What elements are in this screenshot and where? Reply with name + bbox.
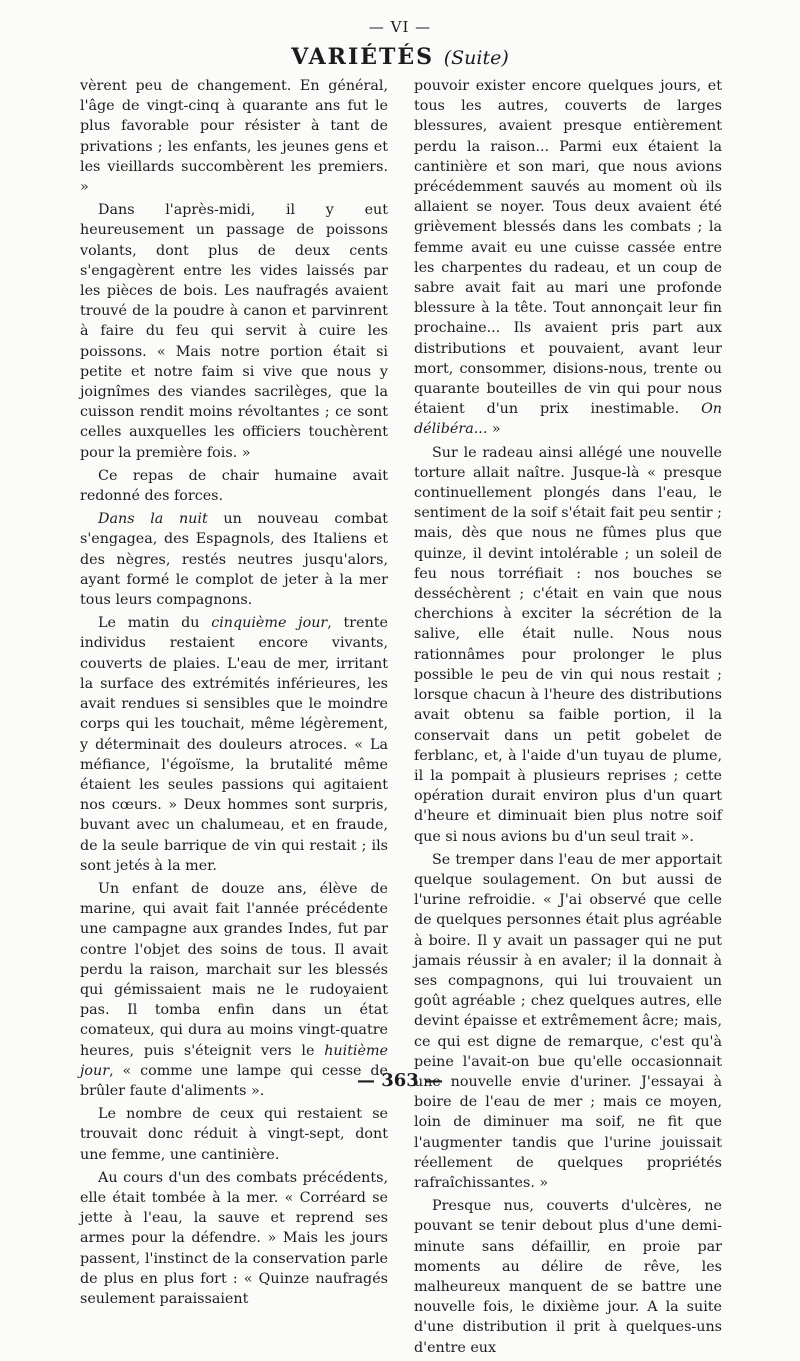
paragraph: Au cours d'un des combats précédents, elle était tombée à la mer. « Corréard se jette à l'eau, la sauve et reprend ses armes pour la défendre. » Mais les jours passent, l'instinct de la conservation parle de plus en plus fort : « Quinze naufragés seulement paraissaient xyxy=(80,1169,388,1307)
left-column xyxy=(80,76,388,1312)
section-title xyxy=(0,44,800,70)
emphasis: Dans la nuit xyxy=(98,511,208,528)
section-title-text: VARIÉTÉS xyxy=(291,44,435,70)
paragraph-text: Le matin du xyxy=(98,615,212,632)
paragraph-text: » xyxy=(487,421,501,438)
paragraph: Sur le radeau ainsi allégé une nouvelle torture allait naître. Jusque-là « presque continuellement plongés dans l'eau, le sentiment de la soif s'était fait peu sentir ; mais, dès que nous ne fûmes plus que quinze, il devint intolérable ; un soleil de feu nous torréfiait : nos bouches se desséchèrent ; c'était en vain que nous cherchions à exciter la sécrétion de la salive, elle était nulle. Nous nous rationnâmes pour prolonger le plus possible le peu de vin qui nous restait ; lorsque chacun à l'heure des distributions avait obtenu sa faible portion, il la conservait dans un petit gobelet de ferblanc, et, à l'aide d'un tuyau de plume, il la pompait à plusieurs reprises ; cette opération durait environ plus d'un quart d'heure et diminuait bien plus notre soif que si nous avions bu d'un seul trait ». xyxy=(414,444,722,845)
right-column xyxy=(414,76,722,1361)
section-title-suffix: (Suite) xyxy=(443,47,509,69)
paragraph-text: , « comme une lampe qui cesse de brûler faute d'aliments ». xyxy=(80,1062,388,1099)
page-roman-numeral: — VI — xyxy=(368,18,432,36)
paragraph xyxy=(414,76,722,440)
paragraph xyxy=(80,613,388,876)
paragraph xyxy=(80,509,388,610)
paragraph: Se tremper dans l'eau de mer apportait quelque soulagement. On but aussi de l'urine refroidie. « J'ai observé que celle de quelques personnes était plus agréable à boire. Il y avait un passager qui ne put jamais réussir à en avaler; il la donnait à ses compagnons, qui lui trouvaient un goût agréable ; chez quelques autres, elle devint épaisse et extrêmement âcre; mais, ce qui est digne de remarque, c'est qu'à peine l'avait-on bue qu'elle occasionnait une nouvelle envie d'uriner. J'essayai à boire de l'eau de mer ; mais ce moyen, loin de diminuer ma soif, ne fit que l'augmenter tandis que l'urine jouissait réellement de quelques propriétés rafraîchissantes. » xyxy=(414,851,722,1191)
paragraph-text: Un enfant de douze ans, élève de marine, qui avait fait l'année précédente une campagne aux grandes Indes, fut par contre l'objet des soins de tous. Il avait perdu la raison, marchait sur les blessés qui gémissaient mais ne le rudoyaient pas. Il tomba enfin dans un état comateux, qui dura au moins vingt-quatre heures, puis s'éteignit vers le xyxy=(80,880,388,1059)
paragraph: Le nombre de ceux qui restaient se trouvait donc réduit à vingt-sept, dont une femme, une cantinière. xyxy=(80,1106,388,1163)
paragraph xyxy=(80,879,388,1101)
paragraph: vèrent peu de changement. En général, l'âge de vingt-cinq à quarante ans fut le plus favorable pour résister à tant de privations ; les enfants, les jeunes gens et les vieillards succombèrent les premiers. » xyxy=(80,78,388,196)
paragraph-text: un nouveau combat s'engagea, des Espagnols, des Italiens et des nègres, restés neutres jusqu'alors, ayant formé le complot de jeter à la mer tous leurs compagnons. xyxy=(80,511,389,609)
page-number: — 363 — xyxy=(356,1070,444,1091)
paragraph-text: pouvoir exister encore quelques jours, et tous les autres, couverts de larges blessures, avaient presque entièrement perdu la raison... Parmi eux étaient la cantinière et son mari, que nous avions précédemment sauvés au moment où ils allaient se noyer. Tous deux avaient été grièvement blessés dans les combats ; la femme avait eu une cuisse cassée entre les charpentes du radeau, et un coup de sabre avait fait au mari une profonde blessure à la tête. Tout annonçait leur fin prochaine... Ils avaient pris part aux distributions et pouvaient, avant leur mort, consommer, disions-nous, trente ou quarante bouteilles de vin qui pour nous étaient d'un prix inestimable. xyxy=(414,78,722,418)
paragraph: Dans l'après-midi, il y eut heureusement un passage de poissons volants, dont plus de deux cents s'engagèrent entre les vides laissés par les pièces de bois. Les naufragés avaient trouvé de la poudre à canon et parvinrent à faire du feu qui servit à cuire les poissons. « Mais notre portion était si petite et notre faim si vive que nous y joignîmes des viandes sacrilèges, que la cuisson rendit moins révoltantes ; ce sont celles auxquelles les officiers touchèrent pour la première fois. » xyxy=(80,202,388,461)
emphasis: huitième jour xyxy=(80,1042,388,1079)
emphasis: On délibéra... xyxy=(414,401,722,438)
paragraph-text: , trente individus restaient encore vivants, couverts de plaies. L'eau de mer, irritant la surface des extrémités inférieures, les avait rendues si sensibles que le moindre corps qui les touchait, même légèrement, y déterminait des douleurs atroces. « La méfiance, l'égoïsme, la brutalité même étaient les seules passions qui agitaient nos cœurs. » Deux hommes sont surpris, buvant avec un chalumeau, et en fraude, de la seule barrique de vin qui restait ; ils sont jetés à la mer. xyxy=(80,615,389,874)
paragraph: Ce repas de chair humaine avait redonné des forces. xyxy=(80,467,388,505)
emphasis: cinquième jour xyxy=(211,615,328,632)
paragraph: Presque nus, couverts d'ulcères, ne pouvant se tenir debout plus d'une demi-minute sans défaillir, en proie par moments au délire de rêve, les malheureux manquent de se battre une nouvelle fois, le dixième jour. A la suite d'une distribution il prit à quelques-uns d'entre eux xyxy=(414,1198,722,1356)
